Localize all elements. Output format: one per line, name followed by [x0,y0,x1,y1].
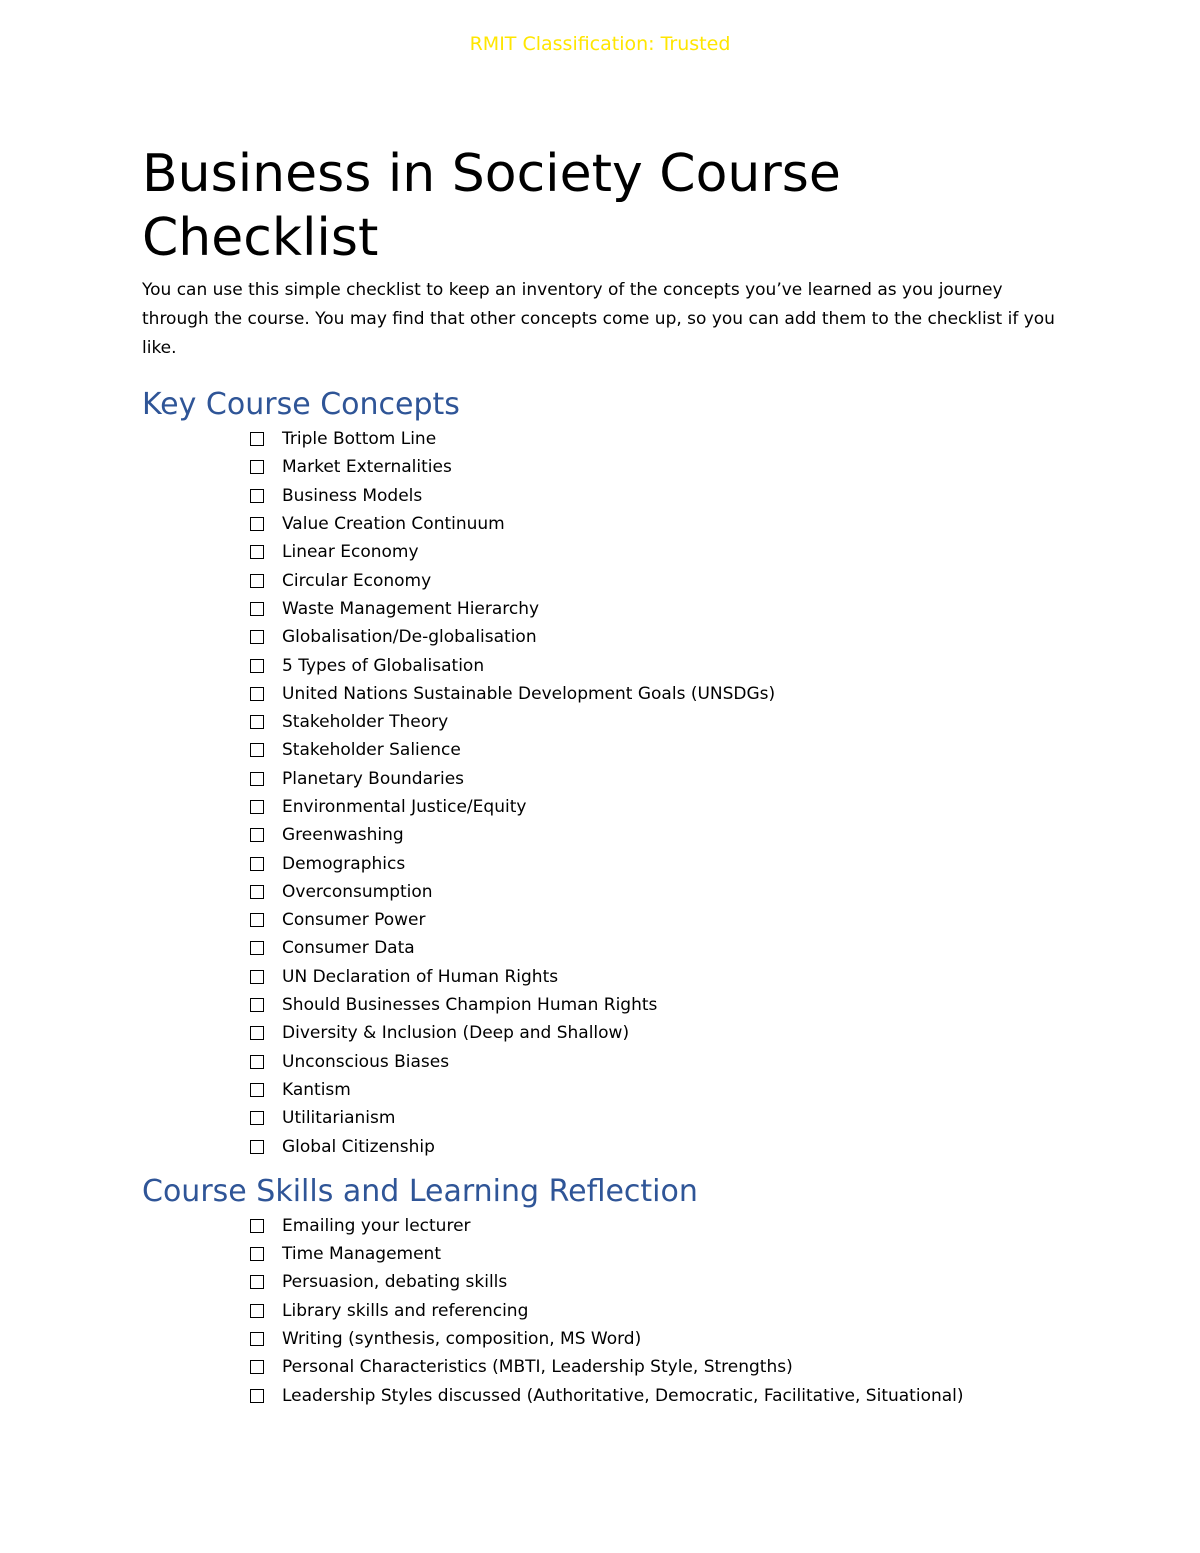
checkbox-icon[interactable] [250,828,264,842]
checklist-item-label: Planetary Boundaries [282,768,465,789]
checklist-item [250,1019,1062,1047]
checklist-item [250,566,1062,594]
checklist-item-label: Consumer Data [282,938,415,959]
checkbox-icon[interactable] [250,800,264,814]
checklist-item [250,934,1062,962]
checklist-item-label: Writing (synthesis, composition, MS Word) [282,1329,642,1350]
checkbox-icon[interactable] [250,885,264,899]
checkbox-icon[interactable] [250,1247,264,1261]
checklist-item-label: Business Models [282,485,423,506]
checklist-item [250,878,1062,906]
section-heading-key-concepts: Key Course Concepts [142,387,460,422]
checkbox-icon[interactable] [250,659,264,673]
checkbox-icon[interactable] [250,998,264,1012]
checkbox-icon[interactable] [250,970,264,984]
checkbox-icon[interactable] [250,574,264,588]
checklist-item-label: Should Businesses Champion Human Rights [282,995,658,1016]
checklist-item [250,906,1062,934]
checkbox-icon[interactable] [250,1360,264,1374]
checklist-item [250,538,1062,566]
checkbox-icon[interactable] [250,941,264,955]
checklist-item [250,482,1062,510]
checklist-item-label: Triple Bottom Line [282,429,437,450]
page-title: Business in Society Course Checklist [142,144,841,268]
checkbox-icon[interactable] [250,432,264,446]
checklist-item [250,1353,1062,1381]
checklist-item [250,793,1062,821]
checklist-item-label: Waste Management Hierarchy [282,598,540,619]
checklist-item-label: Library skills and referencing [282,1300,529,1321]
checklist-item [250,1132,1062,1160]
checklist-item [250,623,1062,651]
checklist-item [250,991,1062,1019]
checkbox-icon[interactable] [250,1389,264,1403]
section-heading-skills: Course Skills and Learning Reflection [142,1173,698,1209]
checklist-item-label: Market Externalities [282,457,452,478]
checklist-item [250,1104,1062,1132]
checklist-item [250,963,1062,991]
checklist-item-label: Personal Characteristics (MBTI, Leadership Style, Strengths) [282,1357,793,1378]
checklist-item [250,425,1062,453]
checklist-item [250,821,1062,849]
checklist-item-label: Value Creation Continuum [282,514,505,535]
checkbox-icon[interactable] [250,857,264,871]
checklist-item [250,680,1062,708]
checkbox-icon[interactable] [250,1055,264,1069]
checkbox-icon[interactable] [250,687,264,701]
skills-checklist [142,1212,1062,1410]
checklist-item [250,453,1062,481]
checklist-item-label: Utilitarianism [282,1108,396,1129]
checklist-item-label: Emailing your lecturer [282,1215,471,1236]
checkbox-icon[interactable] [250,743,264,757]
checkbox-icon[interactable] [250,460,264,474]
checklist-item-label: Greenwashing [282,825,404,846]
checklist-item [250,595,1062,623]
checklist-item-label: Time Management [282,1244,441,1265]
checkbox-icon[interactable] [250,1219,264,1233]
checklist-item [250,1048,1062,1076]
checkbox-icon[interactable] [250,545,264,559]
checkbox-icon[interactable] [250,602,264,616]
checklist-item-label: Stakeholder Salience [282,740,461,761]
checklist-item-label: Demographics [282,853,406,874]
checklist-item [250,1325,1062,1353]
checklist-item-label: Linear Economy [282,542,419,563]
checklist-item [250,1076,1062,1104]
checklist-item-label: Leadership Styles discussed (Authoritative, Democratic, Facilitative, Situational) [282,1385,964,1406]
checkbox-icon[interactable] [250,630,264,644]
checkbox-icon[interactable] [250,772,264,786]
checkbox-icon[interactable] [250,1083,264,1097]
document-body [142,142,1062,1410]
checkbox-icon[interactable] [250,913,264,927]
checklist-item [250,1240,1062,1268]
checkbox-icon[interactable] [250,517,264,531]
key-concepts-checklist [142,425,1062,1161]
checklist-item-label: Overconsumption [282,881,433,902]
checkbox-icon[interactable] [250,1332,264,1346]
checklist-item-label: Kantism [282,1079,351,1100]
checklist-item [250,765,1062,793]
checklist-item-label: Global Citizenship [282,1136,435,1157]
classification-label: RMIT Classification: Trusted [469,33,731,55]
checklist-item-label: Stakeholder Theory [282,712,449,733]
checkbox-icon[interactable] [250,1304,264,1318]
checklist-item [250,849,1062,877]
checklist-item-label: Persuasion, debating skills [282,1272,508,1293]
checklist-item [250,708,1062,736]
checklist-item [250,1212,1062,1240]
checklist-item-label: Globalisation/De-globalisation [282,627,537,648]
checklist-item-label: Diversity & Inclusion (Deep and Shallow) [282,1023,630,1044]
checkbox-icon[interactable] [250,1111,264,1125]
checklist-item-label: Consumer Power [282,910,426,931]
checkbox-icon[interactable] [250,1026,264,1040]
checklist-item-label: 5 Types of Globalisation [282,655,485,676]
checklist-item [250,510,1062,538]
checklist-item-label: United Nations Sustainable Development Goals (UNSDGs) [282,683,776,704]
checklist-item-label: Environmental Justice/Equity [282,797,527,817]
checklist-item [250,651,1062,679]
checklist-item-label: Circular Economy [282,570,432,591]
checkbox-icon[interactable] [250,1275,264,1289]
checklist-item-label: UN Declaration of Human Rights [282,966,559,987]
checkbox-icon[interactable] [250,715,264,729]
checklist-item [250,1268,1062,1296]
checklist-item [250,1297,1062,1325]
intro-paragraph: You can use this simple checklist to keep an inventory of the concepts you’ve learned as you journey through the course. You may find that other concepts come up, so you can add them to the checklist if you like. [142,280,1055,358]
checkbox-icon[interactable] [250,1140,264,1154]
checklist-item [250,1382,1062,1410]
checkbox-icon[interactable] [250,489,264,503]
checklist-item-label: Unconscious Biases [282,1051,450,1072]
checklist-item [250,736,1062,764]
